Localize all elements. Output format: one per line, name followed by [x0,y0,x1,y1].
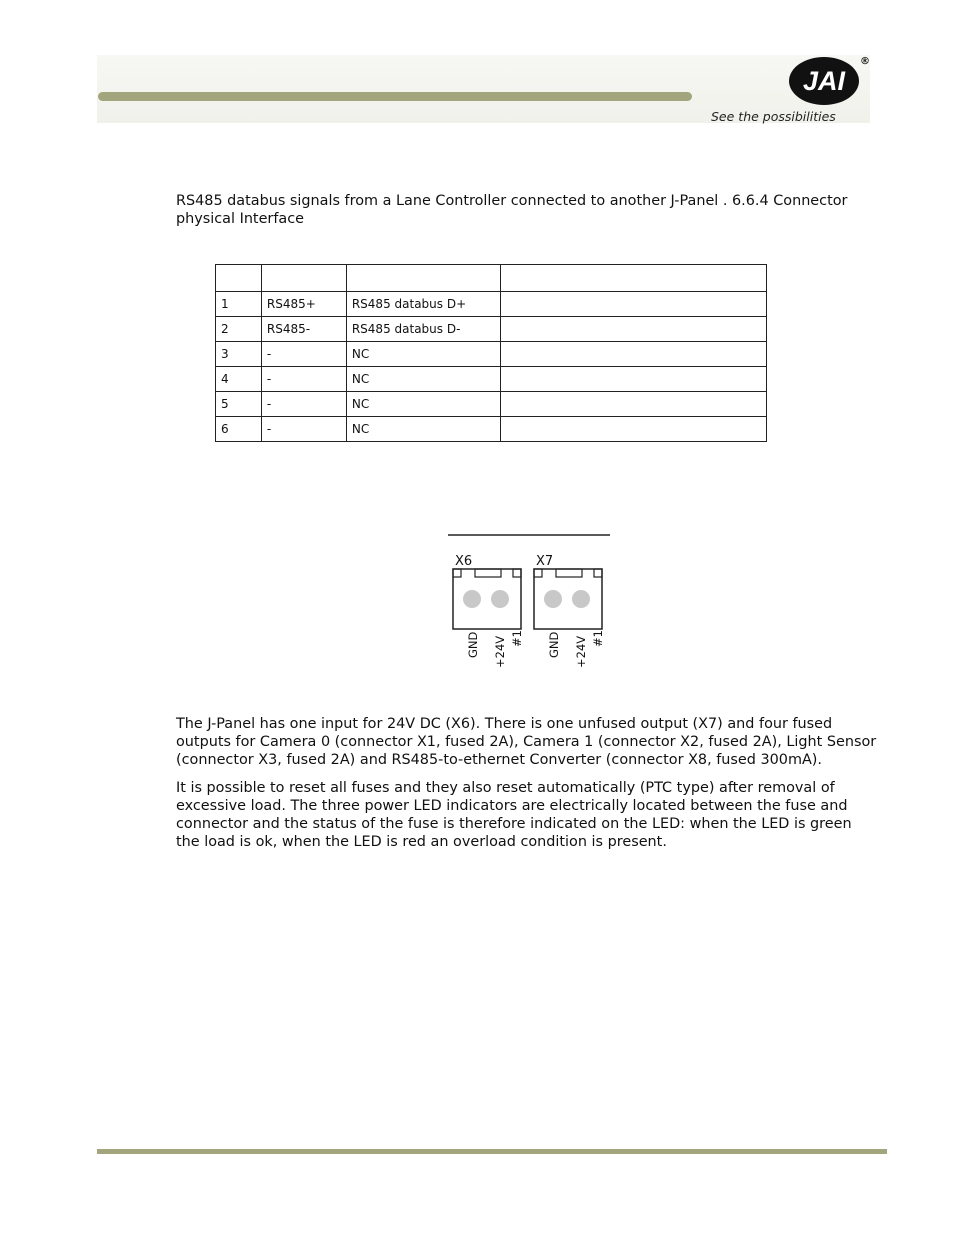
pin-cell: 6 [216,417,262,442]
pin-cell: 3 [216,342,262,367]
table-header-cell [216,265,262,292]
pin1-mark: #1 [591,630,605,647]
pin-cell: 1 [216,292,262,317]
table-row [216,367,767,392]
notes-cell [500,417,766,442]
table-row [216,317,767,342]
connector-latch-right [513,569,521,577]
signal-cell: - [261,392,346,417]
table-row [216,392,767,417]
table-row [216,417,767,442]
pin-label-gnd: GND [547,631,561,658]
header-rule [98,92,692,101]
pin-circle [572,590,590,608]
description-cell: RS485 databus D- [346,317,500,342]
table-header-cell [346,265,500,292]
pin-label-24v: +24V [574,635,588,668]
notes-cell [500,292,766,317]
description-cell: NC [346,342,500,367]
pin-label-gnd: GND [466,631,480,658]
notes-cell [500,367,766,392]
notes-cell [500,317,766,342]
notes-cell [500,392,766,417]
pin-cell: 4 [216,367,262,392]
description-cell: RS485 databus D+ [346,292,500,317]
pin-label-24v: +24V [493,635,507,668]
connector-key [556,569,582,577]
signal-cell: - [261,367,346,392]
description-cell: NC [346,417,500,442]
table-header-cell [500,265,766,292]
table-header-row [216,265,767,292]
fuse-reset-paragraph: It is possible to reset all fuses and they also reset automatically (PTC type) after removal of excessive load. The three power LED indicators are electrically located between the fuse and connector and the status of the fuse is therefore indicated on the LED: when the LED is green the load is ok, when the LED is red an overload condition is present. [176,780,852,850]
pin1-mark: #1 [510,630,524,647]
table-header-cell [261,265,346,292]
description-cell: NC [346,367,500,392]
connector-x7 [534,554,605,668]
registered-mark: ® [860,56,870,67]
signal-cell: RS485+ [261,292,346,317]
signal-cell: - [261,342,346,367]
connector-latch-left [453,569,461,577]
pin-circle [491,590,509,608]
power-input-paragraph: The J-Panel has one input for 24V DC (X6). There is one unfused output (X7) and four fused outputs for Camera 0 (connector X1, fused 2A), Camera 1 (connector X2, fused 2A), Light Sensor (connector X3, fused 2A) and RS485-to-ethernet Converter (connector X8, fused 300mA). [176,716,877,768]
notes-cell [500,342,766,367]
intro-text: RS485 databus signals from a Lane Controller connected to another J-Panel . 6.6.4 Connector physical Interface [176,193,848,227]
pin-table [215,264,767,442]
signal-cell: RS485- [261,317,346,342]
pin-circle [544,590,562,608]
connector-label: X7 [536,554,554,569]
description-cell: NC [346,392,500,417]
connector-latch-left [534,569,542,577]
footer-rule [97,1149,887,1154]
tagline: See the possibilities [711,109,836,124]
logo-text: JAI [802,66,846,96]
jai-logo [788,56,860,106]
pin-cell: 2 [216,317,262,342]
power-connector-diagram [445,530,615,675]
signal-cell: - [261,417,346,442]
connector-x6 [453,554,524,668]
connector-key [475,569,501,577]
table-row [216,292,767,317]
pin-circle [463,590,481,608]
connector-label: X6 [455,554,473,569]
table-row [216,342,767,367]
connector-latch-right [594,569,602,577]
pin-cell: 5 [216,392,262,417]
